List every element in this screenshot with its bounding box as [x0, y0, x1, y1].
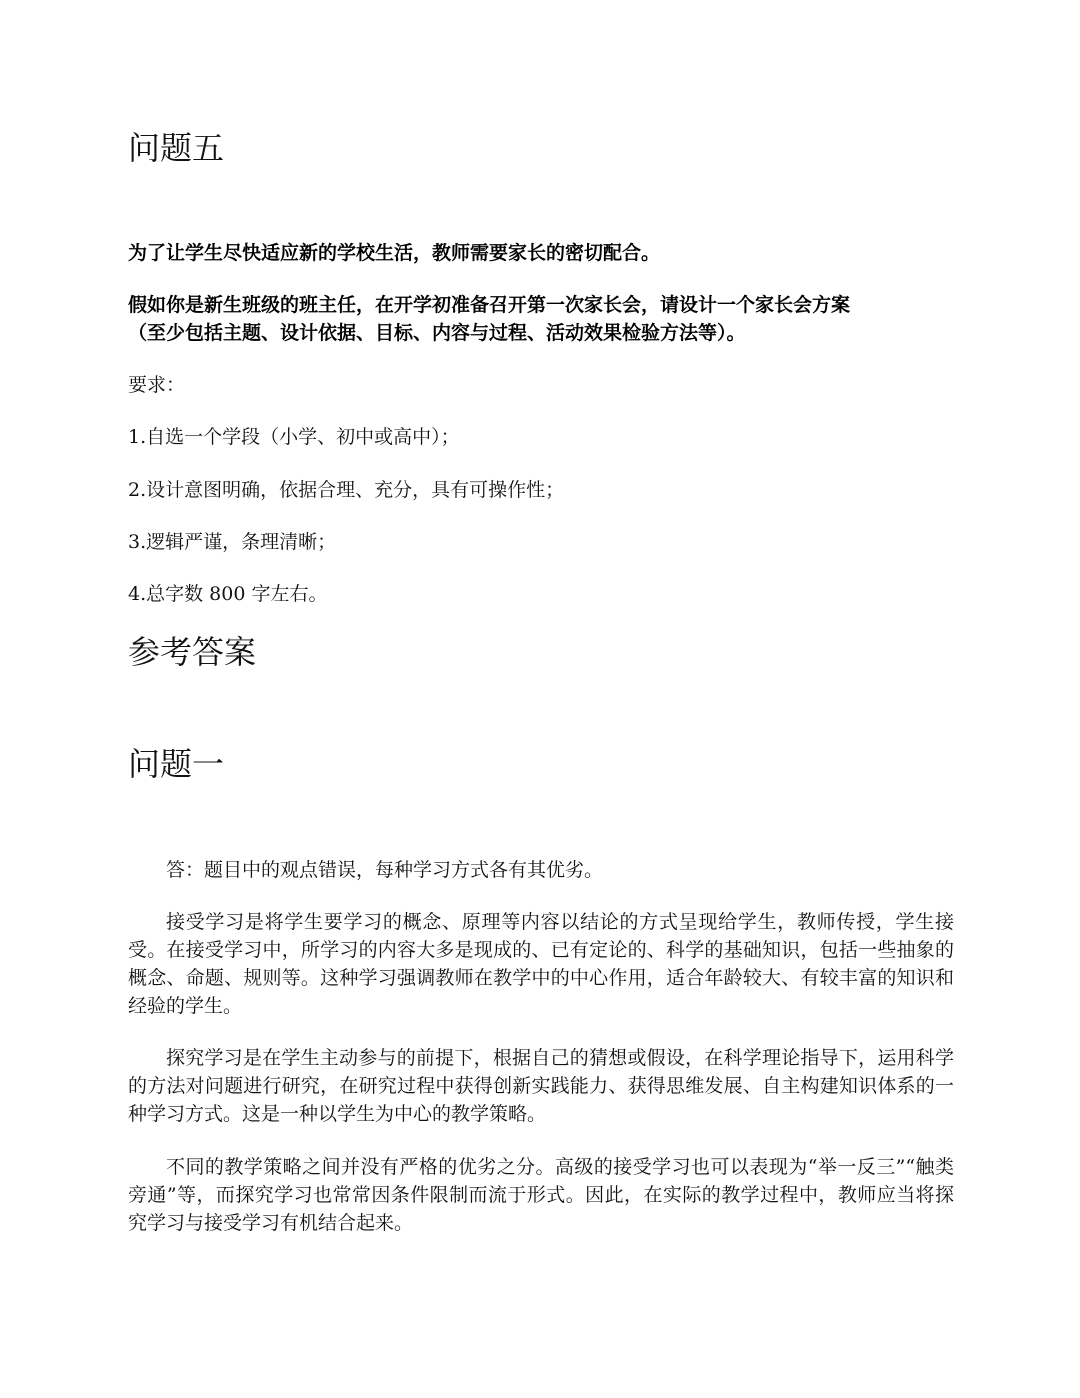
question-five-prompt-line-1: 为了让学生尽快适应新的学校生活，教师需要家长的密切配合。	[128, 242, 661, 264]
requirement-item: 1.自选一个学段（小学、初中或高中）；	[128, 426, 460, 448]
question-five-heading: 问题五	[128, 129, 225, 167]
answer-paragraph: 答：题目中的观点错误，每种学习方式各有其优劣。	[166, 859, 604, 881]
requirement-item: 2.设计意图明确，依据合理、充分，具有可操作性；	[128, 479, 565, 501]
requirements-label: 要求：	[128, 374, 186, 396]
answer-paragraph: 接受学习是将学生要学习的概念、原理等内容以结论的方式呈现给学生，教师传授，学生接受。在接受学习中，所学习的内容大多是现成的、已有定论的、科学的基础知识，包括一些抽象的概念、命题、规则等。这种学习强调教师在教学中的中心作用，适合年龄较大、有较丰富的知识和经验的学生。	[128, 911, 954, 1017]
requirement-item: 4.总字数 800 字左右。	[128, 583, 328, 605]
question-five-prompt-line-3: （至少包括主题、设计依据、目标、内容与过程、活动效果检验方法等）。	[128, 322, 746, 344]
answer-paragraph: 探究学习是在学生主动参与的前提下，根据自己的猜想或假设，在科学理论指导下，运用科学的方法对问题进行研究，在研究过程中获得创新实践能力、获得思维发展、自主构建知识体系的一种学习方式。这是一种以学生为中心的教学策略。	[128, 1047, 954, 1125]
answer-paragraph: 不同的教学策略之间并没有严格的优劣之分。高级的接受学习也可以表现为“举一反三”“触类旁通”等，而探究学习也常常因条件限制而流于形式。因此，在实际的教学过程中，教师应当将探究学习与接受学习有机结合起来。	[128, 1156, 954, 1234]
requirement-item: 3.逻辑严谨，条理清晰；	[128, 531, 337, 553]
question-five-prompt-line-2: 假如你是新生班级的班主任，在开学初准备召开第一次家长会，请设计一个家长会方案	[128, 294, 851, 316]
answer-one-heading: 问题一	[128, 745, 225, 783]
reference-answer-heading: 参考答案	[128, 633, 257, 671]
